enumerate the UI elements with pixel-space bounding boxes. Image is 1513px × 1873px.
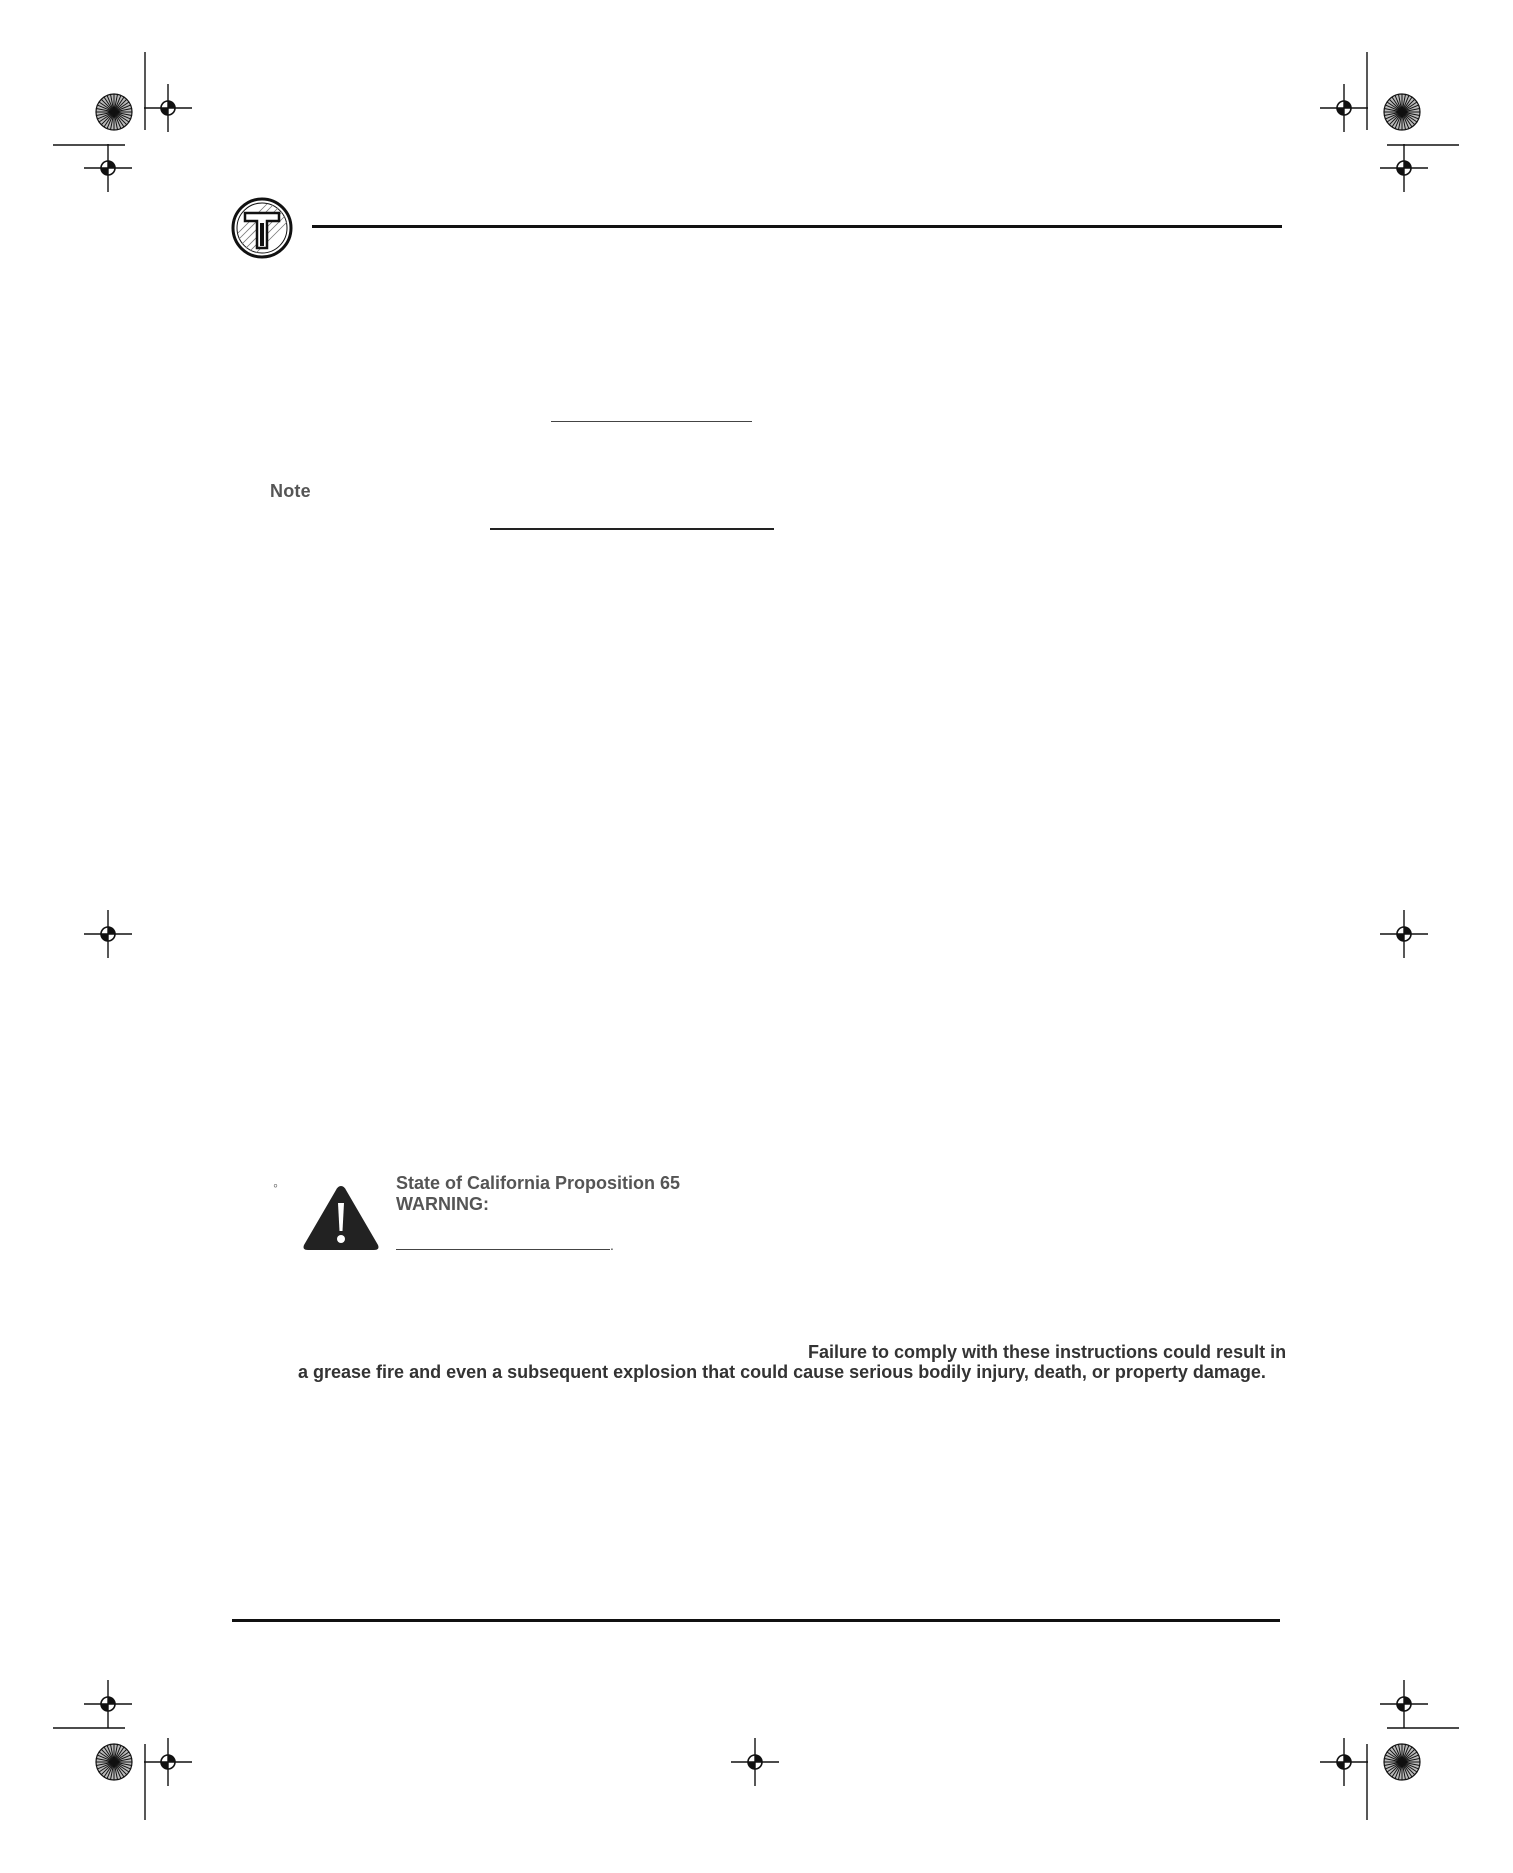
starburst-color-bar-icon xyxy=(114,1762,115,1763)
registration-mark-icon xyxy=(1404,934,1405,935)
header-rule xyxy=(312,225,1282,228)
registration-mark-icon xyxy=(1404,1704,1405,1705)
blank-line xyxy=(396,1249,610,1250)
footer-rule xyxy=(232,1619,1280,1622)
blank-line xyxy=(551,421,752,422)
prop65-title: State of California Proposition 65 xyxy=(396,1173,681,1193)
registration-mark-icon xyxy=(108,934,109,935)
warning-triangle-icon xyxy=(301,1183,381,1253)
registration-mark-icon xyxy=(108,168,109,169)
blank-period: . xyxy=(610,1237,614,1253)
registration-mark-icon xyxy=(108,1704,109,1705)
starburst-color-bar-icon xyxy=(114,112,115,113)
list-bullet: ◦ xyxy=(273,1177,278,1193)
note-label: Note xyxy=(270,481,311,501)
registration-mark-icon xyxy=(168,1762,169,1763)
blank-line xyxy=(490,528,774,530)
registration-mark-icon xyxy=(1344,1762,1345,1763)
compliance-warning-line-1: Failure to comply with these instructions could result in xyxy=(808,1342,1287,1362)
compliance-warning-line-2: a grease fire and even a subsequent explosion that could cause serious bodily injury, death, or property damage. xyxy=(298,1362,1266,1382)
prop65-warning-label: WARNING: xyxy=(396,1194,489,1214)
starburst-color-bar-icon xyxy=(1402,112,1403,113)
t-circle-logo xyxy=(230,196,294,260)
registration-mark-icon xyxy=(755,1762,756,1763)
registration-mark-icon xyxy=(1404,168,1405,169)
registration-mark-icon xyxy=(168,108,169,109)
starburst-color-bar-icon xyxy=(1402,1762,1403,1763)
registration-mark-icon xyxy=(1344,108,1345,109)
